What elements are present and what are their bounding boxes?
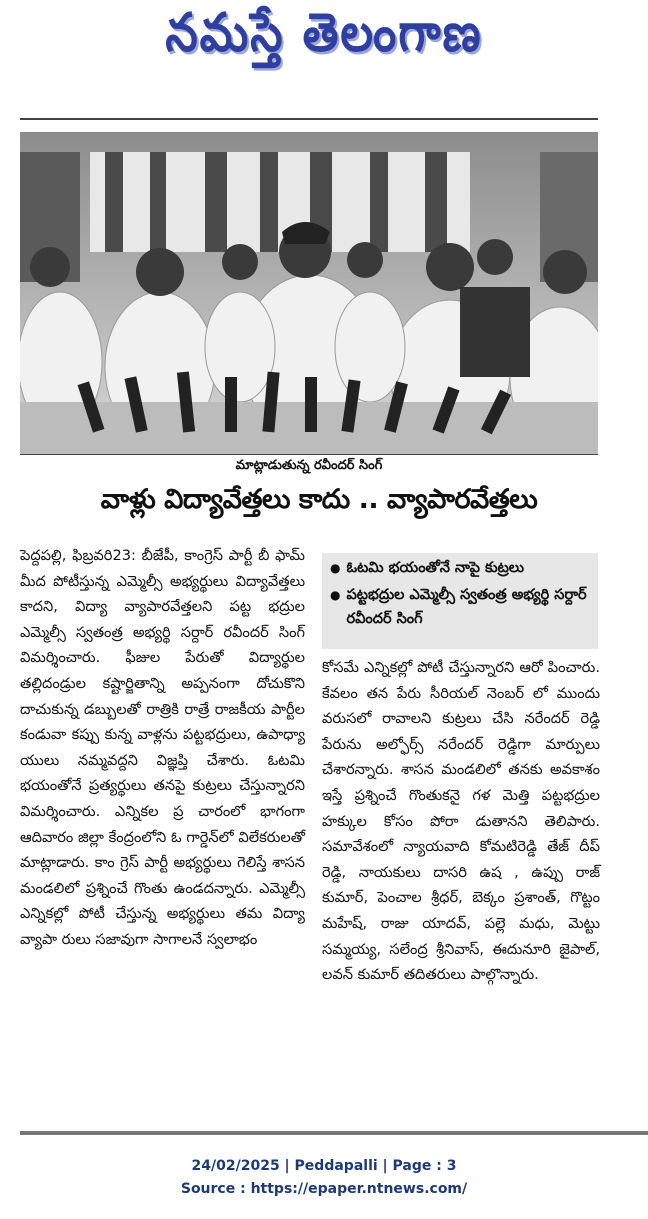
- press-meet-photo-image: [20, 132, 598, 454]
- footer-divider: [20, 1131, 648, 1135]
- press-meet-photo: [20, 132, 598, 454]
- footer-dateline: 24/02/2025 | Peddapalli | Page : 3: [191, 1158, 457, 1174]
- masthead-logo-text: నమస్తే తెలంగాణ: [165, 1, 483, 64]
- article-headline: వాళ్లు విద్యావేత్తలు కాదు .. వ్యాపారవేత్తలు: [100, 484, 538, 515]
- article-paragraph-left: పెద్దపల్లి, ఫిబ్రవరి23: బీజేపీ, కాంగ్రెస్ పార్టీ బీ ఫామ్ మీద పోటీస్తున్న ఎమ్మెల్సీ అభ్యర్థులు విద్యావేత్తలు కాదని, విద్యా వ్యాపారవేత్తలని పట్ట భద్రుల ఎమ్మెల్సీ స్వతంత్ర అభ్యర్థి సర్దార్ రవీందర్ సింగ్ విమర్శించారు. ఫీజుల పేరుతో విద్యార్థుల తల్లిదండ్రుల కష్టార్జితాన్ని అప్పనంగా దోచుకొని దాచుకున్న డబ్బులతో రాత్రికి రాత్రే రాజకీయ పార్టీల కండువా కప్పు కున్న వాళ్లను పట్టభద్రులు, ఉపాధ్యా యులు నమ్మవద్దని విజ్ఞప్తి చేశారు. ఓటమి భయంతోనే ప్రత్యర్థులు తనపై కుట్రలు చేస్తున్నారని విమర్శించారు. ఎన్నికల ప్ర చారంలో భాగంగా ఆదివారం జిల్లా కేంద్రంలోని ఓ గార్డెన్‌లో విలేకరులతో మాట్లాడారు. కాం గ్రెస్ పార్టీ అభ్యర్థులు గెలిస్తే శాసన మండలిలో ప్రశ్నించే గొంతు ఉండదన్నారు. ఎమ్మెల్సీ ఎన్నికల్లో పోటీ చేస్తున్న అభ్యర్థులు తమ విద్యా వ్యాపా రులు సజావుగా సాగాలనే స్వలాభం: [20, 547, 305, 948]
- bullet-icon: ●: [330, 561, 341, 575]
- article-body-left: [20, 543, 305, 1103]
- article-body-right: [322, 655, 600, 1105]
- highlight-text: పట్టభద్రుల ఎమ్మెల్సీ స్వతంత్ర అభ్యర్థి సర్దార్ రవీందర్ సింగ్: [346, 587, 587, 627]
- highlight-text: ఓటమి భయంతోనే నాపై కుట్రలు: [346, 560, 525, 576]
- masthead-divider: [20, 118, 598, 120]
- photo-caption: మాట్లాడుతున్న రవీందర్ సింగ్: [235, 458, 383, 473]
- highlight-item: [322, 553, 598, 580]
- highlight-item: [322, 580, 598, 631]
- footer-source: Source : https://epaper.ntnews.com/: [180, 1181, 468, 1197]
- masthead: [0, 0, 648, 86]
- article-paragraph-right: కోసమే ఎన్నికల్లో పోటీ చేస్తున్నారని ఆరో పించారు. కేవలం తన పేరు సీరియల్ నెంబర్ లో ముందు వరుసలో రావాలని కుట్రలు చేసి నరేందర్ రెడ్డి పేరును అల్ఫోర్స్ నరేందర్ రెడ్డిగా మార్పులు చేశారన్నారు. శాసన మండలిలో తనకు అవకాశం ఇస్తే ప్రశ్నించే గొంతుకనై గళ మెత్తి పట్టభద్రుల హక్కుల కోసం పోరా డుతానని తెలిపారు. సమావేశంలో న్యాయవాది కోమటిరెడ్డి తేజ్ దీప్ రెడ్డి, నాయకులు దాసరి ఉష , ఉప్పు రాజ్ కుమార్, పెంచాల శ్రీధర్, బెక్కం ప్రశాంత్, గొట్టం మహేష్, రాజు యాదవ్, పల్లె మధు, మెట్టు సమ్మయ్య, సలేంద్ర శ్రీనివాస్, ఈదునూరి జైపాల్, లవన్ కుమార్ తదితరులు పాల్గొన్నారు.: [322, 659, 600, 984]
- highlight-box: [322, 553, 598, 649]
- photo-divider: [20, 454, 598, 455]
- bullet-icon: ●: [330, 588, 341, 602]
